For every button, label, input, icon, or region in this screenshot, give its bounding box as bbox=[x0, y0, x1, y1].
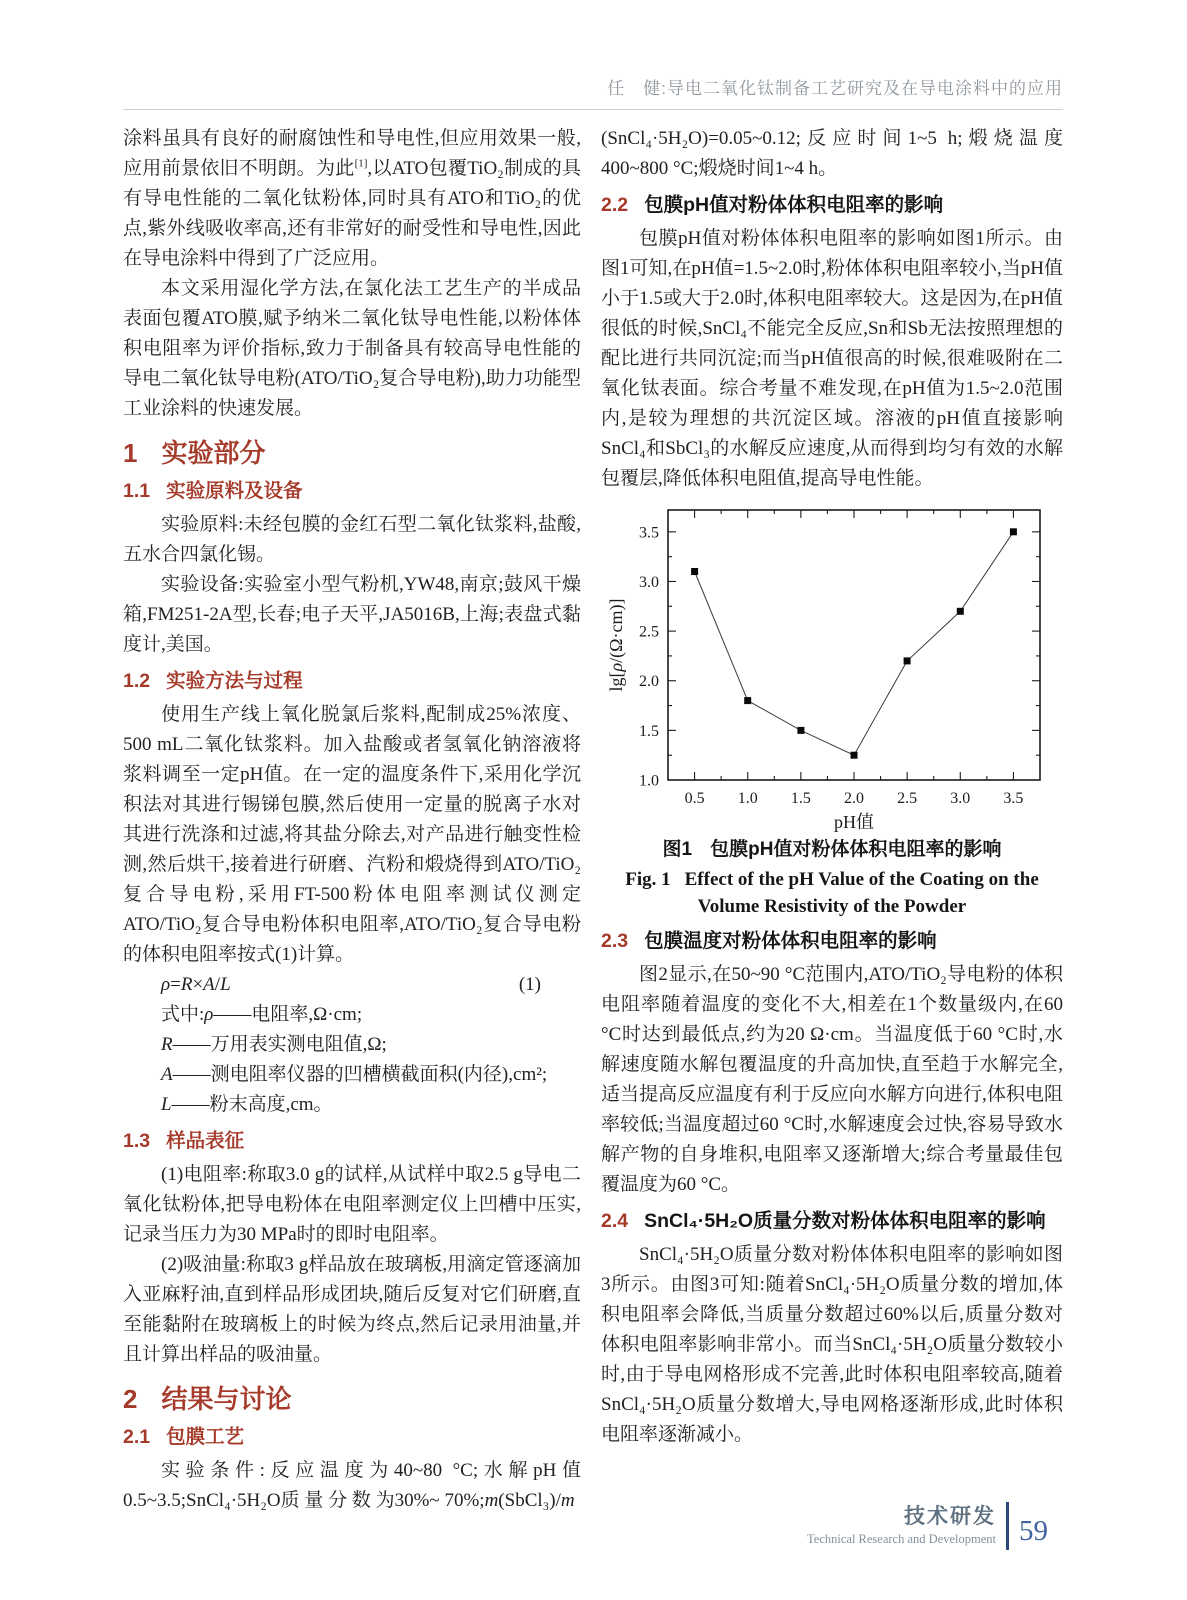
svg-text:1.5: 1.5 bbox=[639, 722, 659, 740]
svg-text:2.5: 2.5 bbox=[897, 790, 918, 807]
paragraph-oil-absorption: (2)吸油量:称取3 g样品放在玻璃板,用滴定管逐滴加入亚麻籽油,直到样品形成团块,随后反复对它们研磨,直至能黏附在玻璃板上的时候为终点,然后记录用油量,并且计算出样品的吸油量。 bbox=[123, 1254, 581, 1365]
paragraph-materials: 实验原料:未经包膜的金红石型二氧化钛浆料,盐酸,五水合四氯化锡。 bbox=[123, 514, 581, 565]
figure1-caption-en-label: Fig. 1 bbox=[625, 869, 671, 890]
equation-1-number: (1) bbox=[518, 974, 541, 995]
section-2-1-number: 2.1 bbox=[123, 1426, 151, 1448]
section-2-2-title: 包膜pH值对粉体体积电阻率的影响 bbox=[644, 194, 944, 216]
section-2-number: 2 bbox=[123, 1384, 138, 1414]
svg-text:lg[ρ/(Ω·cm)]: lg[ρ/(Ω·cm)] bbox=[606, 598, 626, 692]
footer-section-en: Technical Research and Development bbox=[807, 1532, 996, 1546]
svg-text:pH值: pH值 bbox=[834, 812, 874, 832]
section-2-1-heading bbox=[123, 1424, 581, 1450]
section-1-title: 实验部分 bbox=[161, 438, 266, 468]
paragraph-intro-continued: 涂料虽具有良好的耐腐蚀性和导电性,但应用效果一般,应用前景依旧不明朗。为此[1],以ATO包覆TiO₂制成的具有导电性能的二氧化钛粉体,同时具有ATO和TiO₂的优点,紫外线吸收率高,还有非常好的耐受性和导电性,因此在导电涂料中得到了广泛应用。 bbox=[123, 128, 581, 269]
svg-text:1.0: 1.0 bbox=[737, 790, 758, 807]
svg-text:3.0: 3.0 bbox=[639, 573, 659, 591]
section-2-4-number: 2.4 bbox=[601, 1210, 629, 1232]
equation-1-expression: ρ=R×A/L bbox=[161, 974, 231, 995]
svg-text:1.5: 1.5 bbox=[790, 790, 811, 807]
paragraph-method: 使用生产线上氧化脱氯后浆料,配制成25%浓度、500 mL二氧化钛浆料。加入盐酸或者氢氧化钠溶液将浆料调至一定pH值。在一定的温度条件下,采用化学沉积法对其进行锡锑包膜,然后使用一定量的脱离子水对其进行洗涤和过滤,将其盐分除去,对产品进行触变性检测,然后烘干,接着进行研磨、汽粉和煅烧得到ATO/TiO₂复合导电粉,采用FT-500粉体电阻率测试仪测定ATO/TiO₂复合导电粉体积电阻率,ATO/TiO₂复合导电粉的体积电阻率按式(1)计算。 bbox=[123, 704, 581, 965]
footer-section-zh: 技术研发 bbox=[904, 1505, 996, 1528]
symbol-definition-L: L——粉末高度,cm。 bbox=[161, 1094, 333, 1115]
footer-page-number: 59 bbox=[1019, 1514, 1048, 1547]
svg-text:2.0: 2.0 bbox=[844, 790, 864, 807]
paragraph-conditions-continued: (SnCl₄·5H₂O)=0.05~0.12;反应时间1~5 h;煅烧温度400~800 °C;煅烧时间1~4 h。 bbox=[601, 128, 1063, 179]
paragraph-conditions: 实验条件:反应温度为40~80 °C;水解pH值0.5~3.5;SnCl₄·5H₂O质 量 分 数 为30%~ 70%;m(SbCl₃)/m bbox=[123, 1460, 581, 1511]
figure1-caption-en-text: Effect of the pH Value of the Coating on the Volume Resistivity of the Powder bbox=[684, 869, 1039, 917]
footer-divider bbox=[1006, 1502, 1009, 1550]
figure1-caption bbox=[601, 836, 1063, 920]
section-1-number: 1 bbox=[123, 438, 138, 468]
section-2-3-number: 2.3 bbox=[601, 930, 629, 952]
section-2-2-heading bbox=[601, 192, 1063, 218]
section-2-1-title: 包膜工艺 bbox=[166, 1426, 245, 1448]
svg-text:1.0: 1.0 bbox=[639, 772, 659, 790]
footer-section-labels bbox=[807, 1505, 996, 1547]
section-1-1-number: 1.1 bbox=[123, 480, 151, 502]
figure1-caption-en bbox=[616, 866, 1048, 920]
section-1-2-title: 实验方法与过程 bbox=[166, 670, 303, 692]
svg-text:0.5: 0.5 bbox=[684, 790, 705, 807]
section-2-3-heading bbox=[601, 928, 1063, 954]
section-2-3-title: 包膜温度对粉体体积电阻率的影响 bbox=[644, 930, 937, 952]
symbol-definition-rho: 式中:ρ——电阻率,Ω·cm; bbox=[161, 1004, 363, 1025]
section-1-2-heading bbox=[123, 668, 581, 694]
svg-text:3.5: 3.5 bbox=[1003, 790, 1024, 807]
figure-1 bbox=[601, 500, 1063, 920]
section-2-heading bbox=[123, 1382, 581, 1416]
running-header bbox=[123, 74, 1063, 110]
figure1-line-chart bbox=[602, 500, 1062, 832]
paragraph-ph-effect: 包膜pH值对粉体体积电阻率的影响如图1所示。由图1可知,在pH值=1.5~2.0时,粉体体积电阻率较小,当pH值小于1.5或大于2.0时,体积电阻率较大。这是因为,在pH值很低的时候,SnCl₄不能完全反应,Sn和Sb无法按照理想的配比进行共同沉淀;而当pH值很高的时候,很难吸附在二氧化钛表面。综合考量不难发现,在pH值为1.5~2.0范围内,是较为理想的共沉淀区域。溶液的pH值直接影响SnCl₄和SbCl₃的水解反应速度,从而得到均匀有效的水解包覆层,降低体积电阻值,提高导电性能。 bbox=[601, 228, 1063, 489]
figure1-caption-zh-text: 包膜pH值对粉体体积电阻率的影响 bbox=[710, 839, 1002, 860]
svg-text:2.0: 2.0 bbox=[639, 673, 659, 691]
section-2-4-heading bbox=[601, 1208, 1063, 1234]
svg-text:3.0: 3.0 bbox=[950, 790, 971, 807]
paragraph-intro-2: 本文采用湿化学方法,在氯化法工艺生产的半成品表面包覆ATO膜,赋予纳米二氧化钛导电性能,以粉体体积电阻率为评价指标,致力于制备具有较高导电性能的导电二氧化钛导电粉(ATO/TiO₂复合导电粉),助力功能型工业涂料的快速发展。 bbox=[123, 278, 581, 419]
figure1-caption-zh bbox=[601, 836, 1063, 864]
section-1-heading bbox=[123, 436, 581, 470]
section-1-1-heading bbox=[123, 478, 581, 504]
right-column bbox=[601, 124, 1063, 1450]
section-2-title: 结果与讨论 bbox=[161, 1384, 292, 1414]
paragraph-resistivity-test: (1)电阻率:称取3.0 g的试样,从试样中取2.5 g导电二氧化钛粉体,把导电粉体在电阻率测定仪上凹槽中压实,记录当压力为30 MPa时的即时电阻率。 bbox=[123, 1164, 581, 1245]
section-1-3-heading bbox=[123, 1128, 581, 1154]
paragraph-equipment: 实验设备:实验室小型气粉机,YW48,南京;鼓风干燥箱,FM251-2A型,长春;电子天平,JA5016B,上海;表盘式黏度计,美国。 bbox=[123, 574, 581, 655]
running-title: 任 健:导电二氧化钛制备工艺研究及在导电涂料中的应用 bbox=[607, 79, 1063, 98]
symbol-definition-A: A——测电阻率仪器的凹槽横截面积(内径),cm²; bbox=[161, 1064, 548, 1085]
left-column bbox=[123, 124, 581, 1516]
paragraph-temperature-effect: 图2显示,在50~90 °C范围内,ATO/TiO₂导电粉的体积电阻率随着温度的变化不大,相差在1个数量级内,在60 °C时达到最低点,约为20 Ω·cm。当温度低于60 °C时,水解速度随水解包覆温度的升高加快,直至趋于水解完全,适当提高反应温度有利于反应向水解方向进行,体积电阻率较低;当温度超过60 °C时,水解速度会过快,容易导致水解产物的自身堆积,电阻率又逐渐增大;综合考量最佳包覆温度为60 °C。 bbox=[601, 964, 1063, 1195]
section-2-4-title: SnCl₄·5H₂O质量分数对粉体体积电阻率的影响 bbox=[644, 1210, 1046, 1232]
svg-text:3.5: 3.5 bbox=[639, 524, 659, 542]
figure1-caption-zh-label: 图1 bbox=[662, 839, 693, 860]
symbol-definition-R: R——万用表实测电阻值,Ω; bbox=[161, 1034, 387, 1055]
page-footer bbox=[807, 1502, 1048, 1550]
section-1-3-title: 样品表征 bbox=[166, 1130, 245, 1152]
svg-text:2.5: 2.5 bbox=[639, 623, 659, 641]
section-2-2-number: 2.2 bbox=[601, 194, 629, 216]
section-1-3-number: 1.3 bbox=[123, 1130, 151, 1152]
equation-1 bbox=[123, 970, 581, 1000]
paragraph-mass-fraction-effect: SnCl₄·5H₂O质量分数对粉体体积电阻率的影响如图3所示。由图3可知:随着SnCl₄·5H₂O质量分数的增加,体积电阻率会降低,当质量分数超过60%以后,质量分数对体积电阻率影响非常小。而当SnCl₄·5H₂O质量分数较小时,由于导电网格形成不完善,此时体积电阻率较高,随着SnCl₄·5H₂O质量分数增大,导电网格逐渐形成,此时体积电阻率逐渐减小。 bbox=[601, 1244, 1063, 1445]
section-1-1-title: 实验原料及设备 bbox=[166, 480, 303, 502]
section-1-2-number: 1.2 bbox=[123, 670, 151, 692]
